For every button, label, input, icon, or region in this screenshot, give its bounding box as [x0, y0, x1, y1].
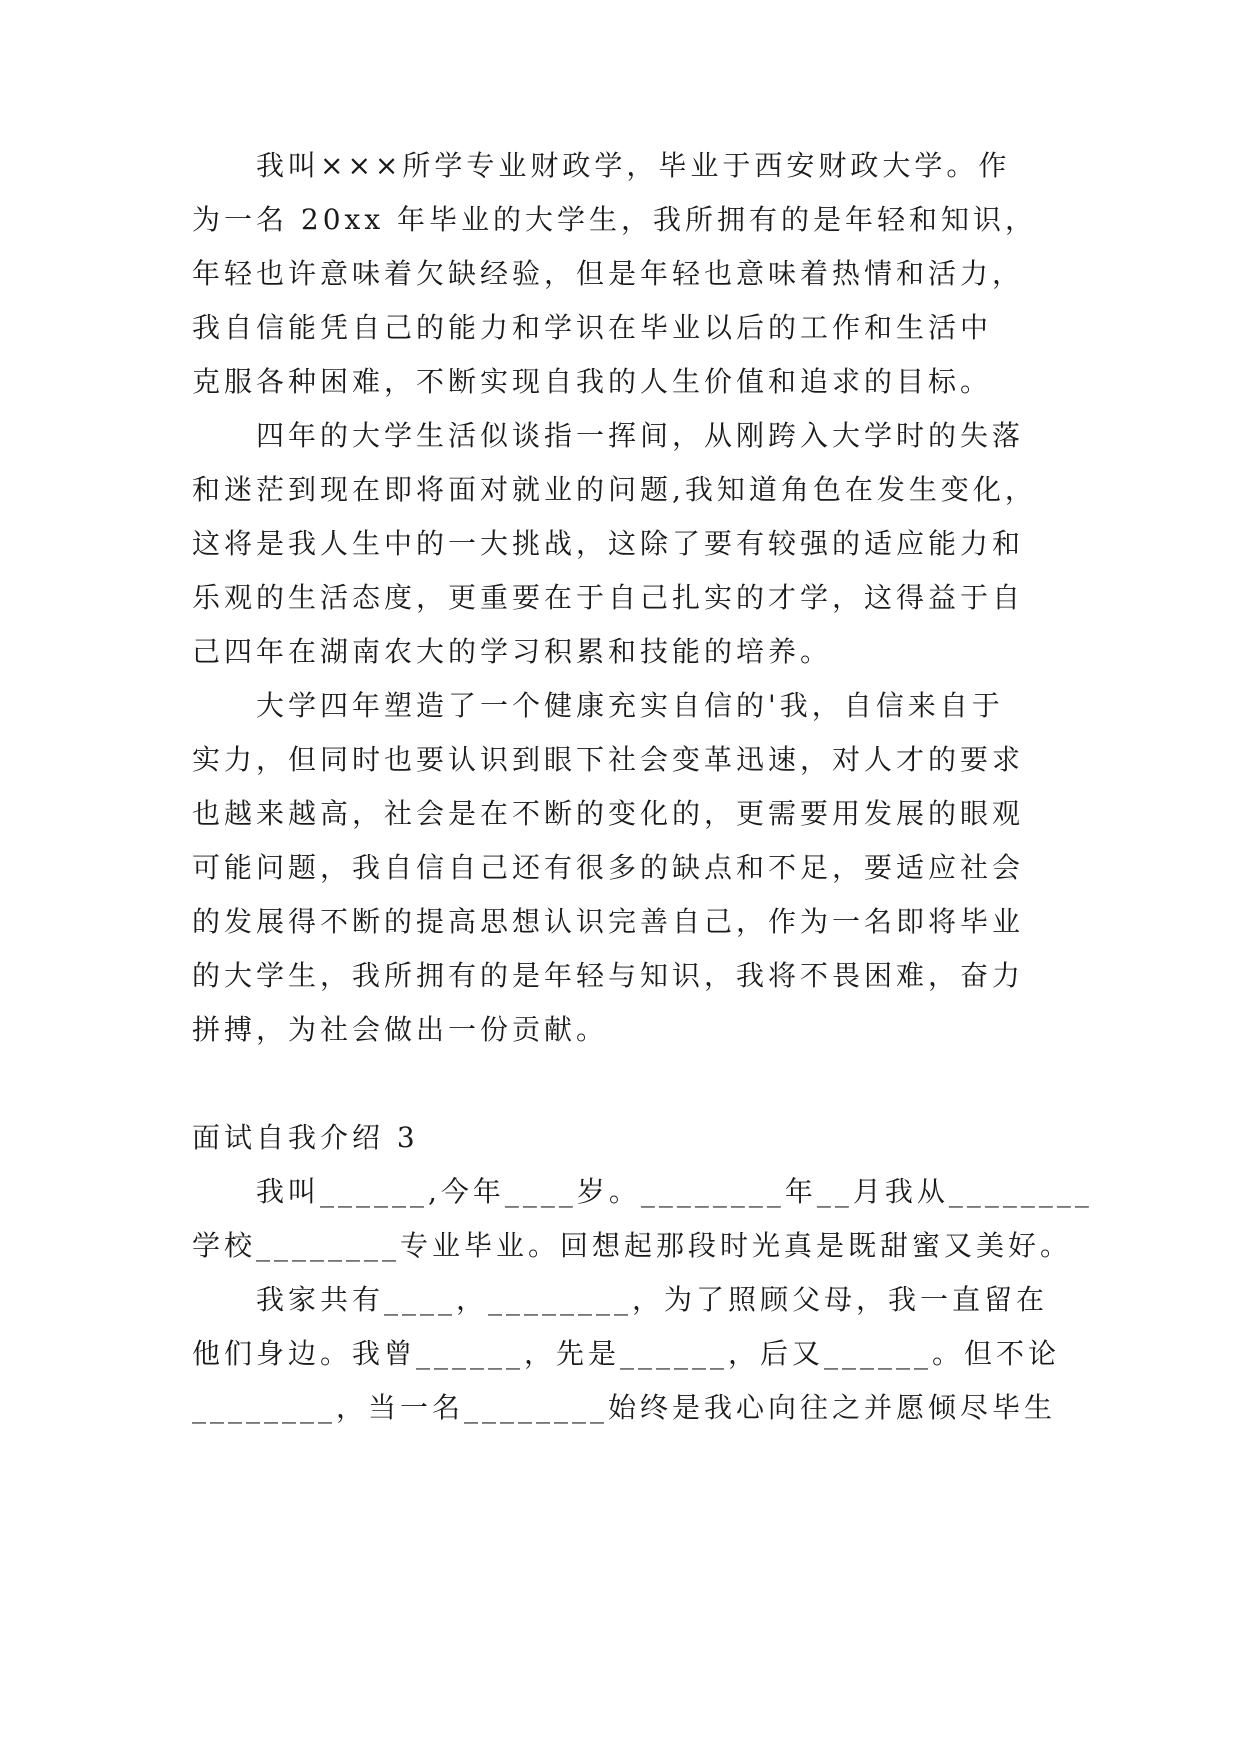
paragraph-line: 乐观的生活态度，更重要在于自己扎实的才学，这得益于自	[192, 581, 1025, 614]
paragraph-line: 大学四年塑造了一个健康充实自信的'我，自信来自于	[256, 689, 1004, 722]
paragraph-line: 为一名 20xx 年毕业的大学生，我所拥有的是年轻和知识，	[192, 203, 1038, 236]
paragraph-line: 年轻也许意味着欠缺经验，但是年轻也意味着热情和活力，	[192, 257, 1025, 290]
paragraph-line: 四年的大学生活似谈指一挥间，从刚跨入大学时的失落	[256, 419, 1025, 452]
paragraph-line: 我家共有____，________，为了照顾父母，我一直留在	[256, 1283, 1049, 1316]
paragraph-line: 实力，但同时也要认识到眼下社会变革迅速，对人才的要求	[192, 743, 1025, 776]
paragraph-line: 他们身边。我曾______，先是______，后又______。但不论	[192, 1337, 1061, 1370]
paragraph-line: 也越来越高，社会是在不断的变化的，更需要用发展的眼观	[192, 797, 1025, 830]
paragraph-line: 己四年在湖南农大的学习积累和技能的培养。	[192, 635, 833, 668]
paragraph-line: 我自信能凭自己的能力和学识在毕业以后的工作和生活中	[192, 311, 993, 344]
paragraph-line: 我叫______,今年____岁。________年__月我从________	[256, 1175, 1093, 1208]
paragraph-line: 拼搏，为社会做出一份贡献。	[192, 1013, 609, 1046]
paragraph-line: 我叫×××所学专业财政学，毕业于西安财政大学。作	[256, 149, 1011, 182]
paragraph-line: 可能问题，我自信自己还有很多的缺点和不足，要适应社会	[192, 851, 1025, 884]
paragraph-line: ________，当一名________始终是我心向往之并愿倾尽毕生	[192, 1391, 1057, 1424]
paragraph-line: 学校________专业毕业。回想起那段时光真是既甜蜜又美好。	[192, 1229, 1073, 1262]
paragraph-line: 克服各种困难，不断实现自我的人生价值和追求的目标。	[192, 365, 993, 398]
paragraph-line: 和迷茫到现在即将面对就业的问题,我知道角色在发生变化，	[192, 473, 1037, 506]
section-heading: 面试自我介绍 3	[192, 1121, 419, 1154]
paragraph-line: 这将是我人生中的一大挑战，这除了要有较强的适应能力和	[192, 527, 1025, 560]
paragraph-line: 的发展得不断的提高思想认识完善自己，作为一名即将毕业	[192, 905, 1025, 938]
paragraph-line: 的大学生，我所拥有的是年轻与知识，我将不畏困难，奋力	[192, 959, 1025, 992]
